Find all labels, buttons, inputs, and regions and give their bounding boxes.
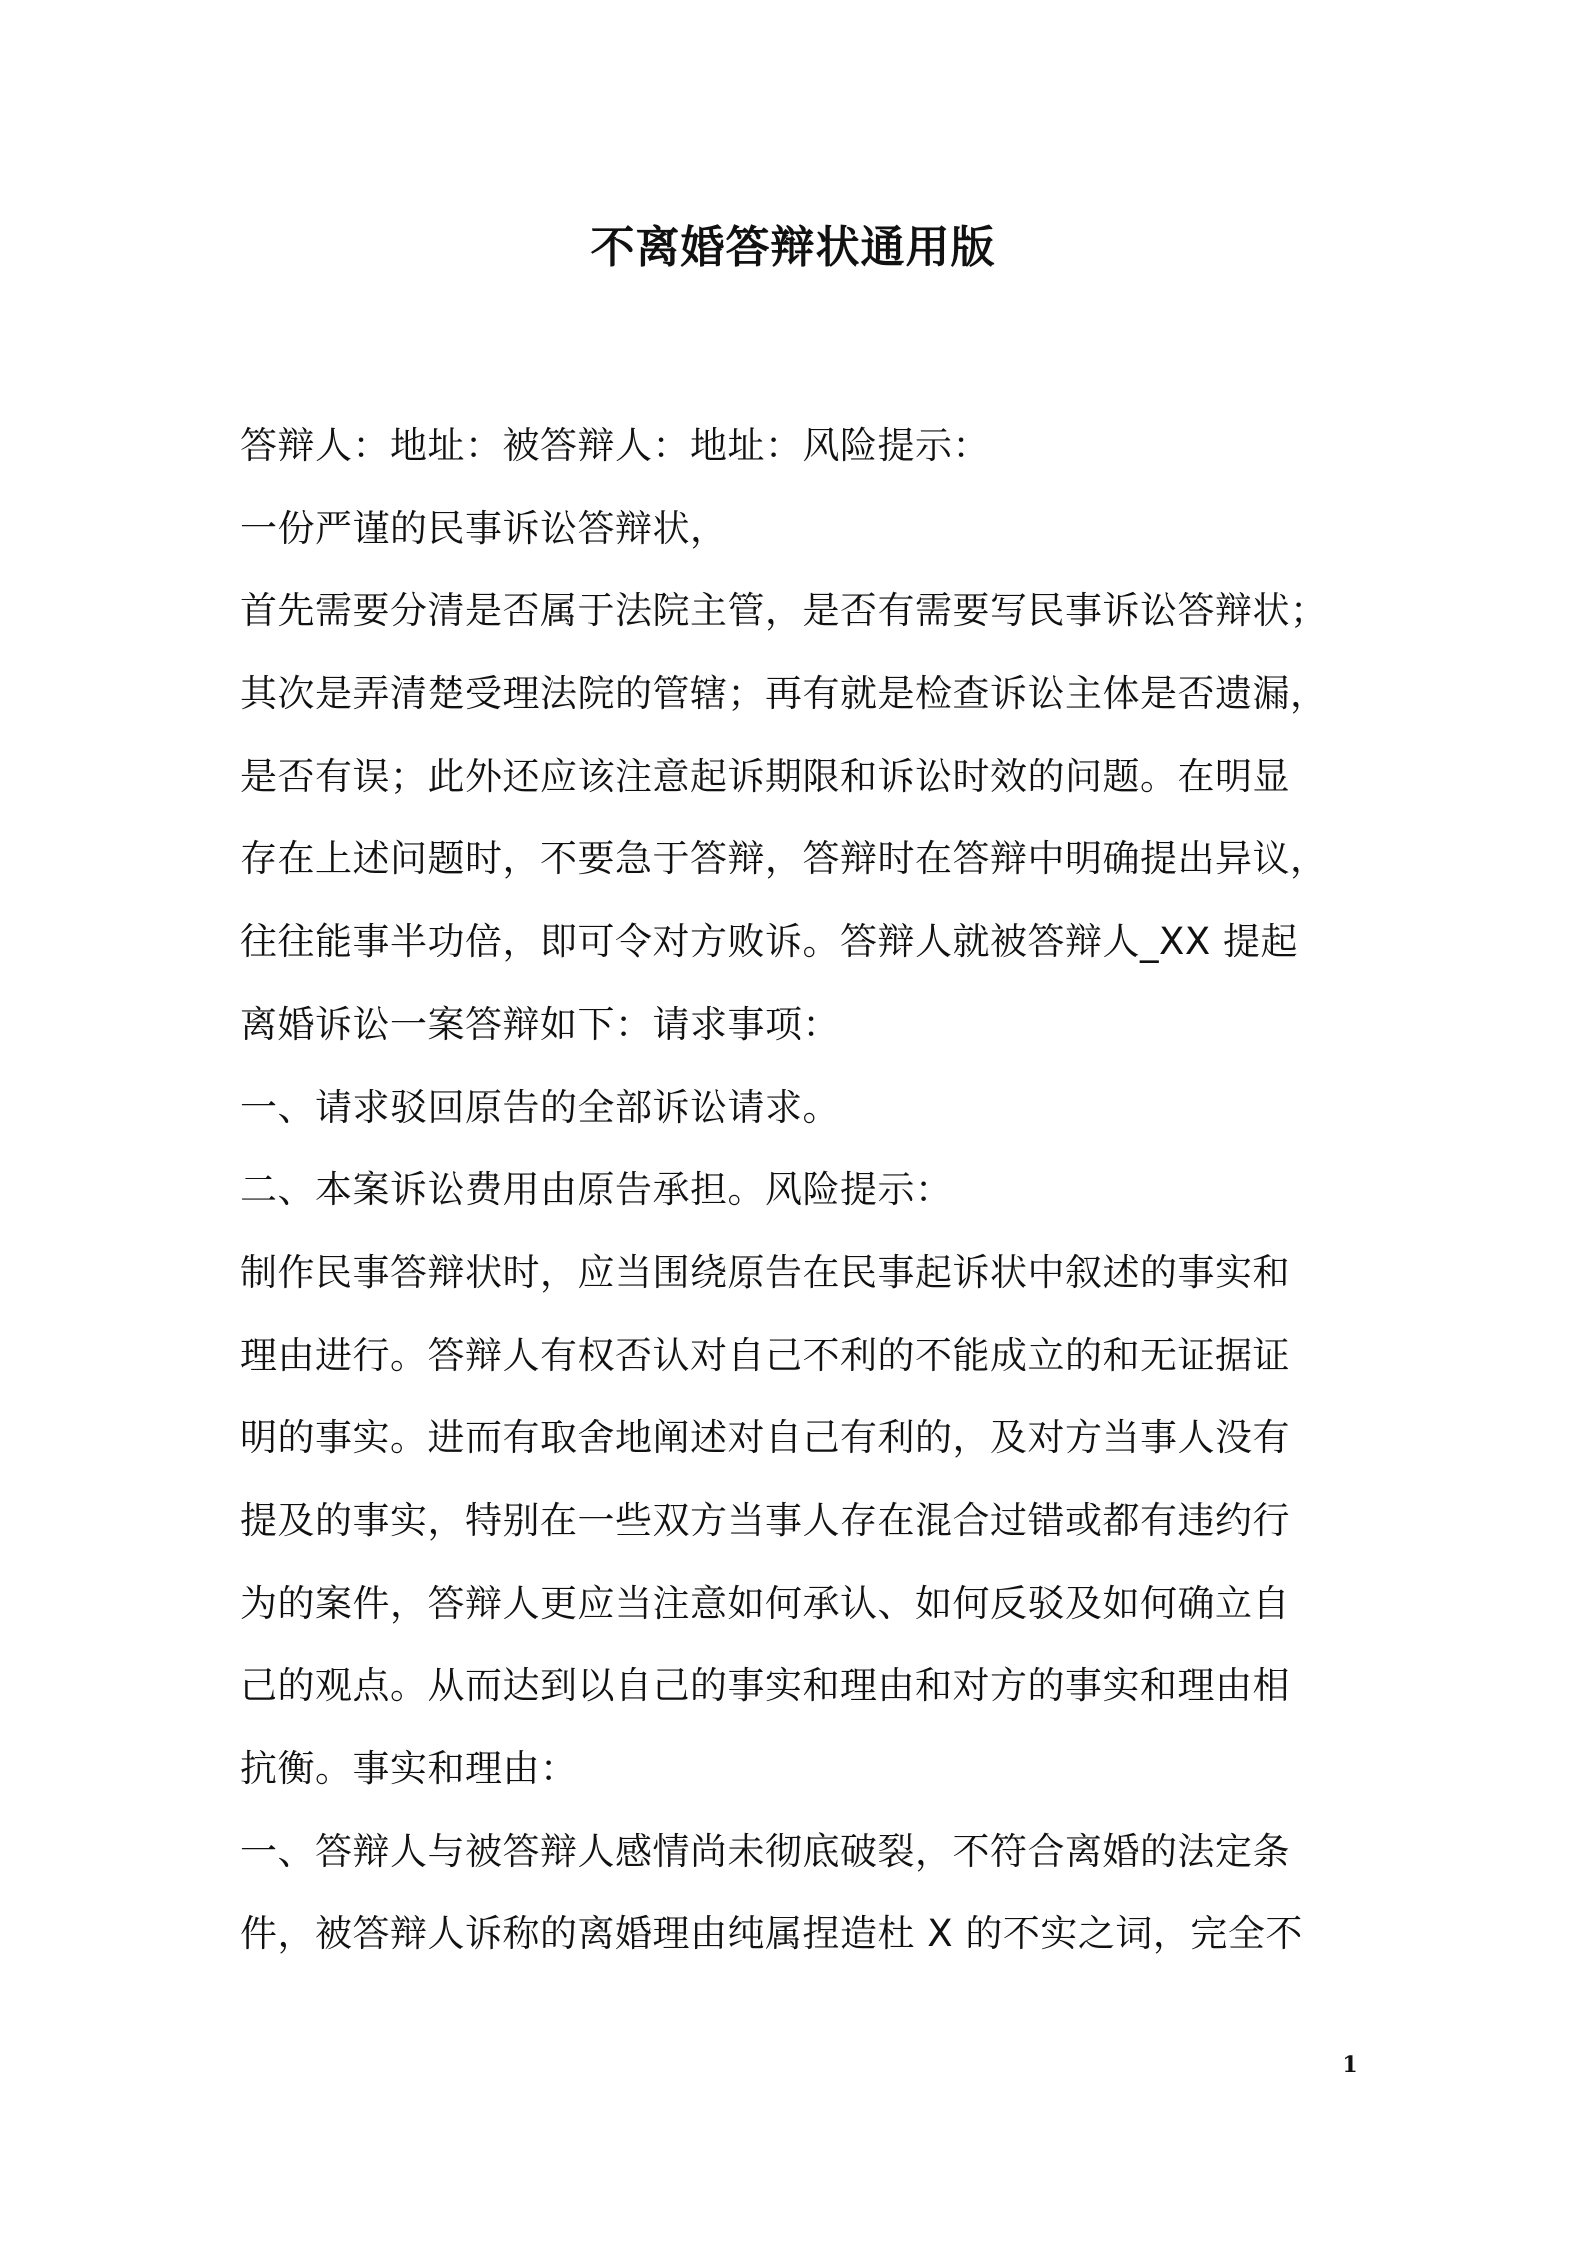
body-line: 一、请求驳回原告的全部诉讼请求。 [240,1085,840,1129]
document-title: 不离婚答辩状通用版 [590,222,996,273]
body-line: 一、答辩人与被答辩人感情尚未彻底破裂，不符合离婚的法定条 [240,1829,1290,1873]
body-line: 首先需要分清是否属于法院主管，是否有需要写民事诉讼答辩状； [240,589,1328,633]
body-line: 为的案件，答辩人更应当注意如何承认、如何反驳及如何确立自 [240,1581,1290,1625]
body-line: 理由进行。答辩人有权否认对自己不利的不能成立的和无证据证 [240,1333,1290,1377]
body-line: 答辩人：地址：被答辩人：地址：风险提示： [240,424,990,467]
body-line: 件，被答辩人诉称的离婚理由纯属捏造杜 X 的不实之词，完全不 [240,1912,1303,1956]
body-line: 提及的事实，特别在一些双方当事人存在混合过错或都有违约行 [240,1498,1290,1542]
body-line: 存在上述问题时，不要急于答辩，答辩时在答辩中明确提出异议， [240,837,1328,881]
body-line: 明的事实。进而有取舍地阐述对自己有利的，及对方当事人没有 [240,1416,1290,1460]
body-line: 其次是弄清楚受理法院的管辖；再有就是检查诉讼主体是否遗漏， [240,672,1328,716]
body-line: 抗衡。事实和理由： [240,1747,578,1790]
body-line: 己的观点。从而达到以自己的事实和理由和对方的事实和理由相 [240,1664,1290,1708]
body-line: 是否有误；此外还应该注意起诉期限和诉讼时效的问题。在明显 [240,754,1290,798]
body-line: 往往能事半功倍，即可令对方败诉。答辩人就被答辩人_XX 提起 [240,920,1298,964]
document-body [240,405,1360,1976]
page-number: 1 [1342,2052,1358,2078]
body-line: 离婚诉讼一案答辩如下：请求事项： [240,1002,840,1046]
body-line: 制作民事答辩状时，应当围绕原告在民事起诉状中叙述的事实和 [240,1250,1290,1294]
body-line: 二、本案诉讼费用由原告承担。风险提示： [240,1168,953,1212]
body-line: 一份严谨的民事诉讼答辩状， [240,506,728,550]
